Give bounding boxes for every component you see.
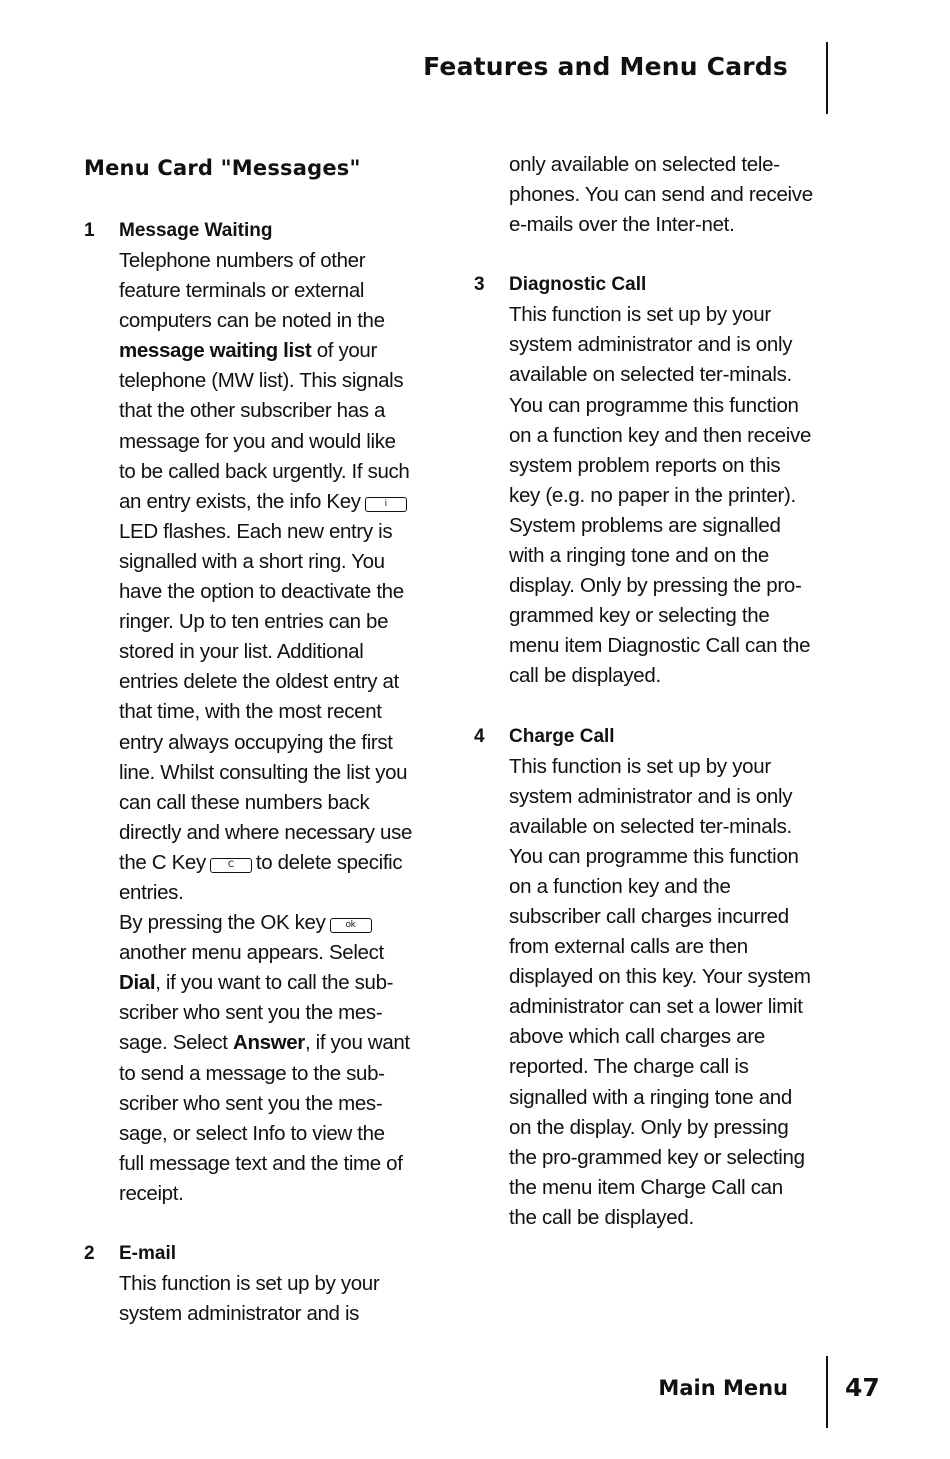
entry-charge-call (474, 722, 814, 1234)
entry-title: Message Waiting (119, 220, 273, 241)
entry-text: This function is set up by your system administrator and is only available on selected ter-minals. You can programme this function on a function key and the subscriber call charges incurred from external calls are then displayed on this key. Your system administrator can set a lower limit above which call charges are reported. The charge call is signalled with a ringing tone and on the display. Only by pressing the pro-grammed key or selecting the menu item Charge Call can the call be displayed. (509, 754, 811, 1229)
entry-message-waiting (84, 216, 414, 1209)
term-message-waiting-list: message waiting list (119, 339, 312, 363)
entry-email-continued (474, 150, 814, 240)
entry-text-ok: By pressing the OK key okanother menu appears. Select Dial, if you want to call the sub-scriber who sent you the mes-sage. Select Answer, if you want to send a message to the sub-scriber who sent you the mes-sage, or select Info to view the full message text and the time of receipt. (119, 911, 410, 1205)
entry-text: This function is set up by your system administrator and is (119, 1272, 380, 1326)
section-title: Menu Card "Messages" (84, 156, 361, 180)
header-divider (826, 42, 828, 114)
entry-text: Telephone numbers of other feature terminals or external computers can be noted in the message waiting list of your telephone (MW list). This signals that the other subscriber has a message for you and would like to be called back urgently. If such an entry exists, the info Key iLED flashes. Each new entry is signalled with a short ring. You have the option to deactivate the ringer. Up to ten entries can be stored in your list. Additional entries delete the oldest entry at that time, with the most recent entry always occupying the first line. Whilst consulting the list you can call these numbers back directly and where necessary use the C Key C to delete specific entries. (119, 249, 413, 904)
entry-number: 4 (474, 725, 485, 747)
entry-diagnostic-call (474, 270, 814, 691)
c-key-icon: C (210, 858, 252, 873)
entry-number: 1 (84, 220, 95, 241)
term-answer: Answer (232, 1031, 305, 1055)
right-column (474, 150, 814, 1263)
page-number: 47 (845, 1373, 880, 1402)
entry-title: E-mail (119, 1243, 177, 1264)
term-dial: Dial (119, 971, 156, 995)
entry-email (84, 1239, 414, 1329)
ok-key-icon: ok (330, 918, 372, 933)
info-key-icon: i (365, 497, 407, 512)
entry-title: Diagnostic Call (509, 274, 647, 296)
entry-text: This function is set up by your system administrator and is only available on selected ter-minals. You can programme this function on a function key and then receive system problem reports on this key (e.g. no paper in the printer). System problems are signalled with a ringing tone and on the display. Only by pressing the pro-grammed key or selecting the menu item Diagnostic Call can the call be displayed. (509, 303, 812, 688)
entry-number: 3 (474, 274, 485, 296)
footer-section-label: Main Menu (658, 1376, 788, 1400)
page-header-title: Features and Menu Cards (423, 52, 788, 81)
left-column (84, 150, 414, 1359)
footer-divider (826, 1356, 828, 1428)
entry-text: only available on selected tele-phones. You can send and receive e-mails over the Inter-net. (509, 153, 813, 237)
entry-title: Charge Call (509, 725, 615, 747)
entry-number: 2 (84, 1243, 95, 1264)
